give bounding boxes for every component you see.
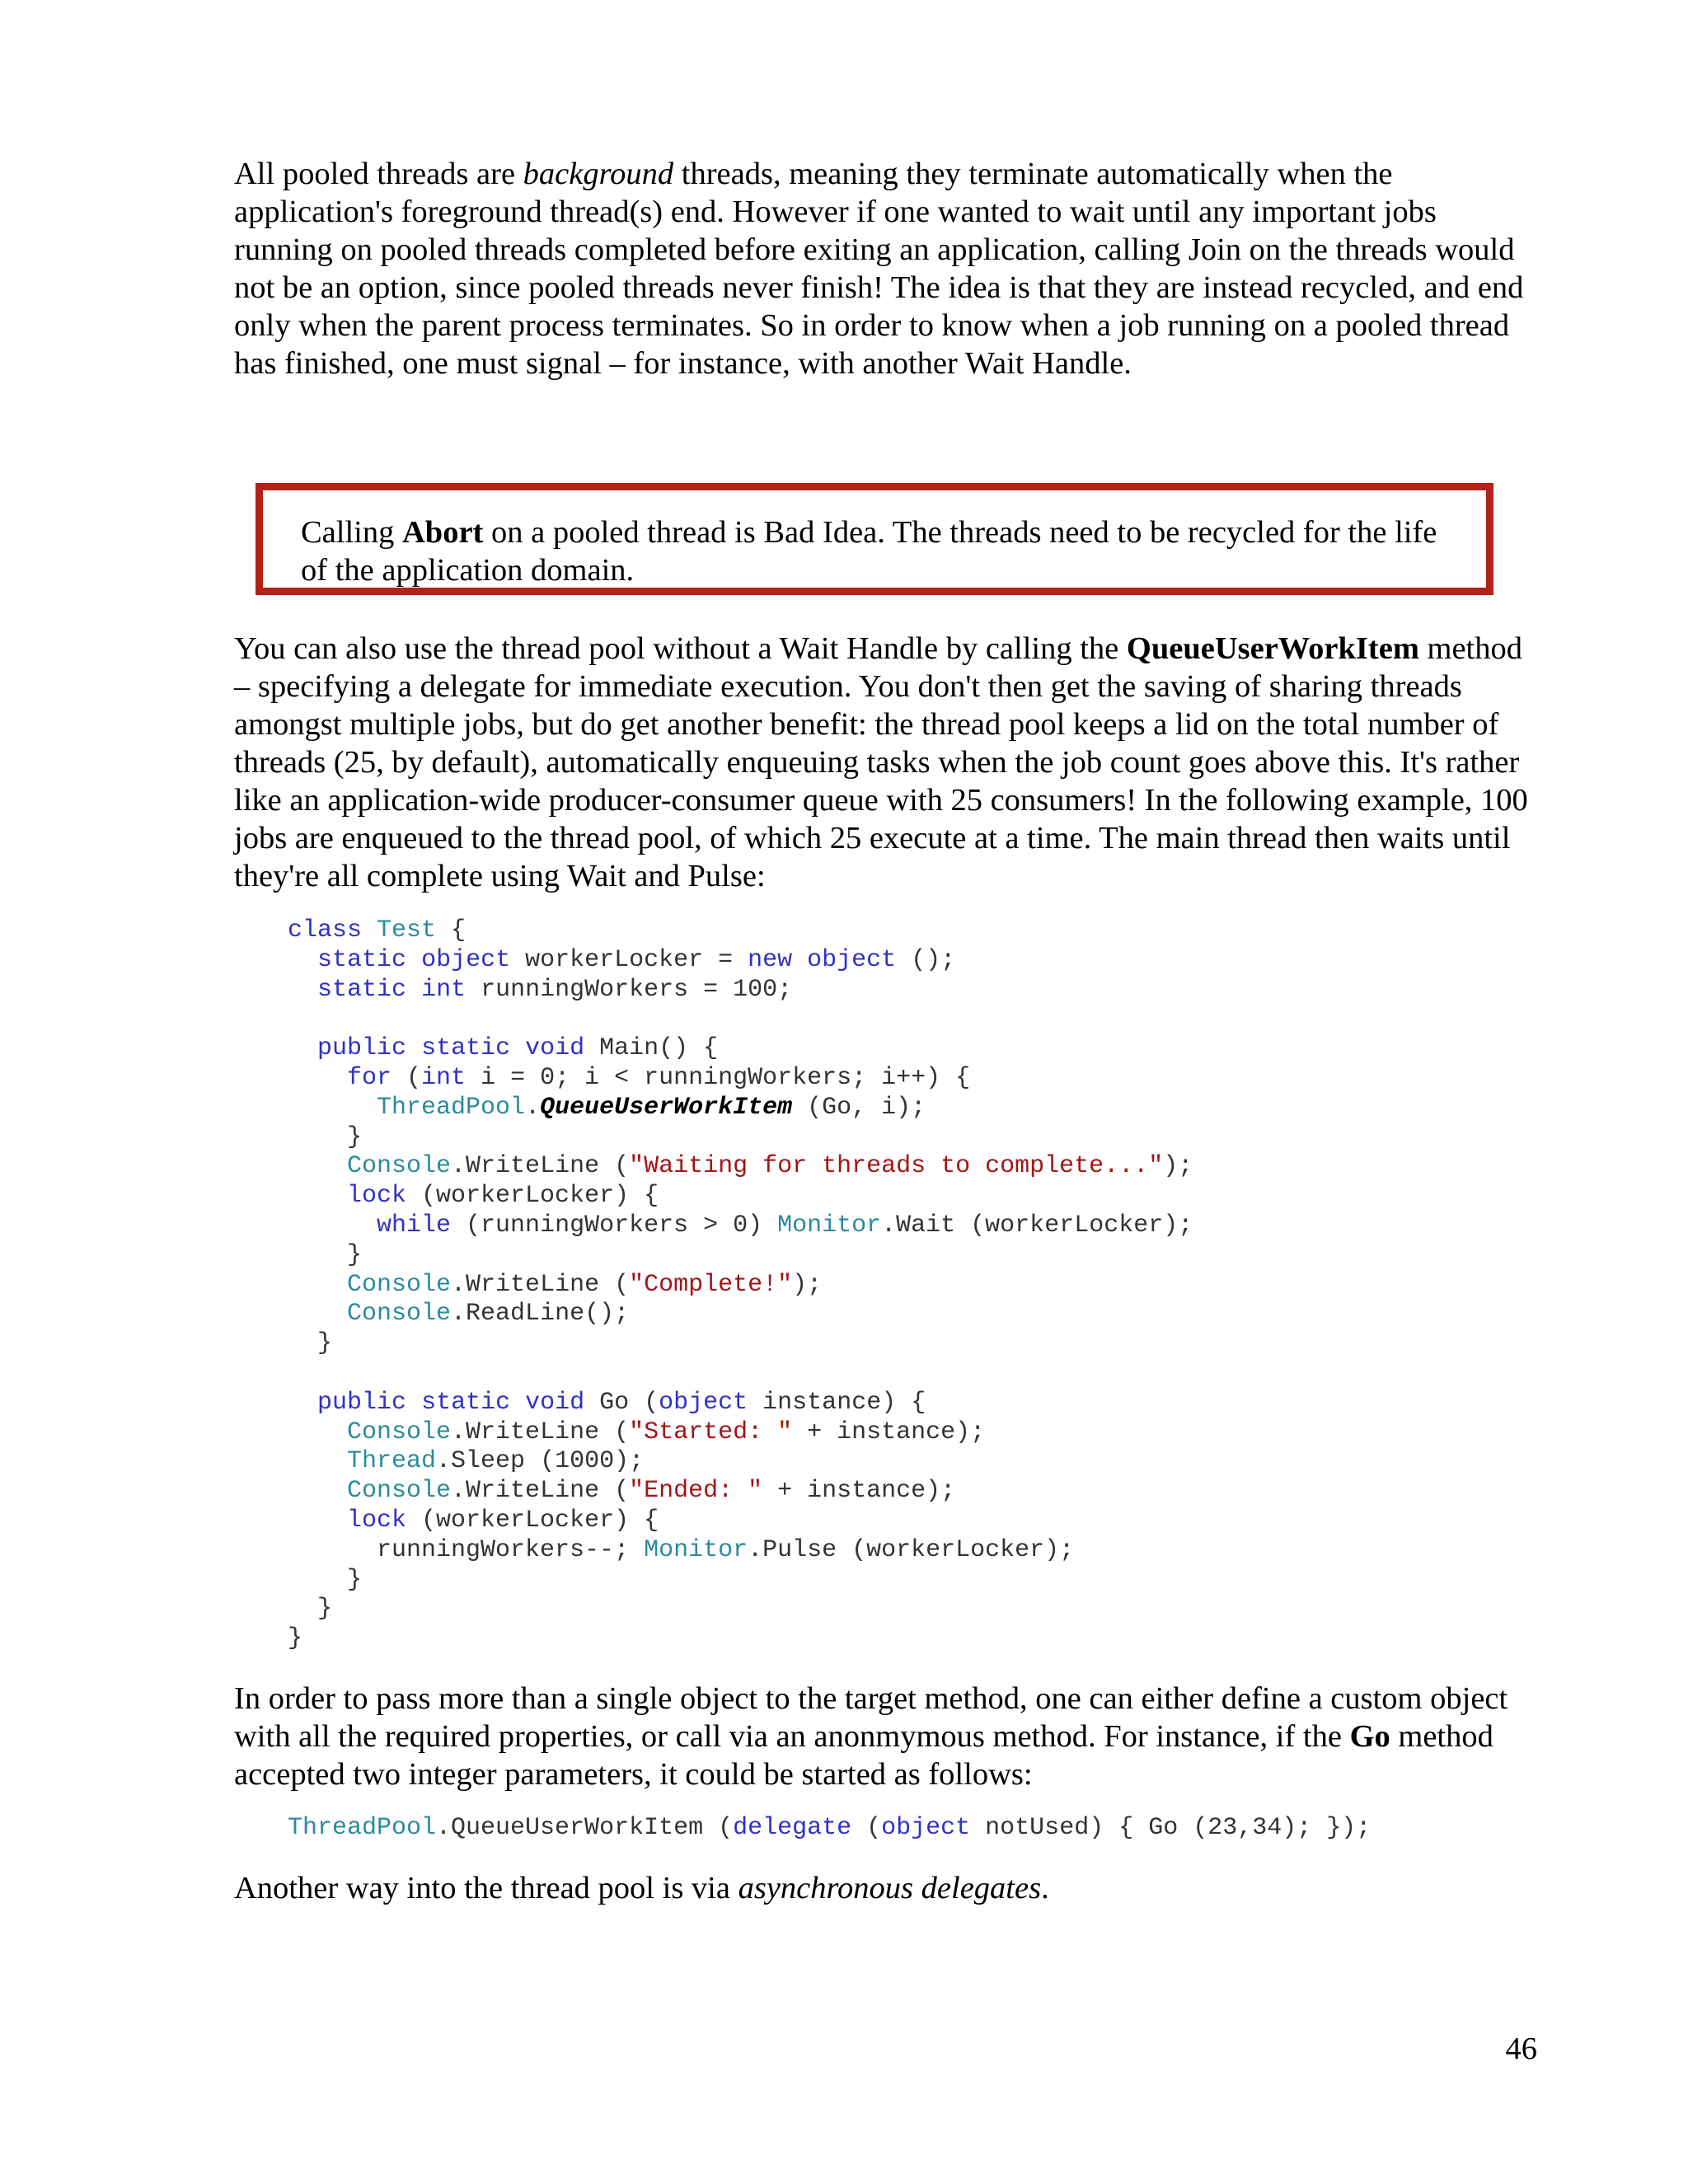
code-token: instance) {	[748, 1388, 926, 1417]
code-token: .	[525, 1093, 541, 1122]
code-token: Monitor	[644, 1535, 748, 1564]
code-token	[288, 976, 317, 1004]
code-token: Console	[347, 1300, 452, 1329]
code-token: Console	[347, 1270, 452, 1299]
code-token: (	[851, 1814, 882, 1842]
text: threads, meaning they terminate automatically when the application's foreground thread(s) end. However if one wanted to wait until any important jobs running on pooled threads completed before exiting an application, calling Join on the threads would not be an option, since pooled threads never finish! The idea is that they are instead recycled, and end only when the parent process terminates. So in order to know when a job running on a pooled thread has finished, one must signal – for instance, with another Wait Handle.	[234, 157, 1524, 381]
bold-term: Go	[1349, 1719, 1390, 1754]
code-token: Monitor	[777, 1211, 882, 1240]
warning-callout-box	[256, 483, 1493, 595]
code-line	[288, 1507, 659, 1535]
code-token	[288, 1034, 317, 1062]
code-line	[288, 1212, 1193, 1240]
code-token: );	[1163, 1152, 1193, 1181]
code-token: }	[288, 1624, 303, 1653]
code-token: ThreadPool	[288, 1814, 437, 1842]
code-token: while	[377, 1211, 452, 1240]
code-token	[792, 946, 807, 974]
code-token	[288, 946, 317, 974]
text: on a pooled thread is Bad Idea. The threads need to be recycled for the life of the application domain.	[301, 515, 1437, 588]
code-token: runningWorkers--;	[288, 1535, 645, 1564]
code-token: .QueueUserWorkItem (	[436, 1814, 734, 1842]
text: .	[1041, 1871, 1049, 1905]
code-line	[288, 1152, 1193, 1180]
bold-term: QueueUserWorkItem	[1126, 631, 1419, 666]
code-token: for	[347, 1063, 392, 1092]
code-token: void	[525, 1034, 585, 1063]
code-token: "Complete!"	[629, 1270, 793, 1299]
code-line	[288, 1182, 659, 1210]
code-line	[288, 1566, 362, 1594]
code-token: lock	[347, 1182, 407, 1211]
code-token	[288, 1477, 347, 1505]
code-line	[288, 1447, 644, 1475]
code-token: }	[288, 1122, 363, 1151]
code-token: static	[317, 945, 407, 974]
code-token: Console	[347, 1152, 452, 1181]
code-line	[288, 1389, 926, 1417]
code-token	[288, 1507, 347, 1535]
emphasis: asynchronous delegates	[738, 1871, 1042, 1905]
code-line	[288, 1241, 362, 1269]
code-token: }	[288, 1565, 363, 1594]
code-block-delegate-call	[288, 1814, 1371, 1844]
code-line	[288, 1814, 1371, 1842]
code-token: ThreadPool	[377, 1093, 526, 1122]
code-token: (	[392, 1063, 422, 1092]
code-token: workerLocker =	[510, 945, 748, 974]
text: method – specifying a delegate for immediate execution. You don't then get the saving of sharing threads amongst multiple jobs, but do get another benefit: the thread pool keeps a lid on the total number of threads (25, by default), automatically enqueuing tasks when the job count goes above this. It's rather like an application-wide producer-consumer queue with 25 consumers! In the following example, 100 jobs are enqueued to the thread pool, of which 25 execute at a time. The main thread then waits until they're all complete using Wait and Pulse:	[234, 631, 1528, 893]
code-token: QueueUserWorkItem	[540, 1093, 793, 1122]
code-line	[288, 1300, 629, 1328]
code-token: Console	[347, 1477, 452, 1506]
code-token: "Started: "	[629, 1418, 793, 1446]
page-number: 46	[1505, 2032, 1537, 2066]
code-line	[288, 1595, 332, 1623]
code-token: ();	[896, 945, 956, 974]
text: method accepted two integer parameters, it could be started as follows:	[234, 1719, 1493, 1792]
text: All pooled threads are	[234, 157, 523, 191]
code-line	[288, 1271, 822, 1299]
code-token: static	[421, 1034, 511, 1063]
emphasis: background	[523, 157, 674, 191]
code-token	[288, 1447, 347, 1475]
code-token: + instance);	[792, 1418, 986, 1446]
code-token	[362, 916, 377, 944]
code-line	[288, 916, 466, 944]
code-line	[288, 946, 955, 974]
code-token	[288, 1212, 377, 1240]
code-token: Main() {	[584, 1034, 719, 1063]
bold-term: Abort	[401, 515, 484, 550]
code-token: Thread	[347, 1447, 437, 1476]
code-token	[406, 1389, 421, 1417]
code-token: notUsed) { Go (23,34); });	[970, 1814, 1372, 1842]
code-token: );	[792, 1270, 823, 1299]
paragraph-queueuserworkitem	[234, 630, 1536, 895]
code-token: void	[525, 1388, 585, 1417]
code-token: static	[317, 975, 407, 1004]
code-token: (workerLocker) {	[406, 1182, 659, 1211]
code-token: .Pulse (workerLocker);	[748, 1535, 1075, 1564]
code-token: }	[288, 1595, 333, 1624]
code-token: "Ended: "	[629, 1477, 763, 1506]
code-line	[288, 1477, 955, 1505]
code-line	[288, 1418, 985, 1446]
code-token: Go (	[584, 1388, 659, 1417]
code-token: .WriteLine (	[451, 1477, 630, 1506]
code-token	[288, 1064, 347, 1092]
code-token: delegate	[733, 1814, 852, 1842]
code-token: object	[807, 945, 897, 974]
text: In order to pass more than a single object to the target method, one can either define a custom object with all the required properties, or call via an anonmymous method. For instance, if the	[234, 1681, 1508, 1754]
code-token: .Sleep (1000);	[436, 1447, 645, 1476]
code-token: (Go, i);	[792, 1093, 926, 1122]
code-token	[288, 1300, 347, 1328]
code-token: int	[421, 1063, 467, 1092]
code-token: object	[659, 1388, 748, 1417]
code-token	[288, 1182, 347, 1210]
code-token: object	[881, 1814, 971, 1842]
code-token	[510, 1389, 525, 1417]
code-token: (workerLocker) {	[406, 1506, 659, 1535]
code-token	[406, 946, 421, 974]
code-token: .WriteLine (	[451, 1270, 630, 1299]
code-token: + instance);	[762, 1477, 956, 1506]
code-token	[406, 976, 421, 1004]
code-token: new	[748, 945, 793, 974]
code-line	[288, 1034, 718, 1062]
code-token	[288, 1389, 317, 1417]
code-token: Test	[377, 916, 437, 944]
text: You can also use the thread pool without a Wait Handle by calling the	[234, 631, 1127, 666]
code-token: }	[288, 1329, 333, 1358]
code-token: Console	[347, 1418, 452, 1446]
code-token: .Wait (workerLocker);	[881, 1211, 1193, 1240]
text: Another way into the thread pool is via	[234, 1871, 738, 1905]
code-token	[510, 1034, 525, 1062]
code-line	[288, 1094, 926, 1122]
code-token	[288, 1271, 347, 1299]
paragraph-anonymous-method	[234, 1680, 1536, 1793]
code-token: public	[317, 1034, 407, 1063]
paragraph-background-threads	[234, 155, 1536, 382]
code-token: object	[421, 945, 511, 974]
callout-text	[301, 513, 1455, 589]
code-line	[288, 976, 792, 1004]
code-line	[288, 1536, 1074, 1564]
code-line	[288, 1064, 970, 1092]
code-block-test-class	[288, 916, 1193, 1654]
code-token: static	[421, 1388, 511, 1417]
code-token: int	[421, 975, 467, 1004]
code-line	[288, 1624, 302, 1652]
text: Calling	[301, 515, 402, 550]
code-token	[288, 1094, 377, 1122]
code-token: .ReadLine();	[451, 1300, 630, 1329]
code-token: }	[288, 1240, 363, 1269]
code-token: lock	[347, 1506, 407, 1535]
code-token: runningWorkers = 100;	[466, 975, 793, 1004]
code-token: .WriteLine (	[451, 1152, 630, 1181]
code-token: i = 0; i < runningWorkers; i++) {	[466, 1063, 971, 1092]
paragraph-async-delegates	[234, 1869, 1536, 1907]
code-line	[288, 1123, 362, 1151]
code-token: {	[436, 916, 467, 944]
code-token: public	[317, 1388, 407, 1417]
code-token: "Waiting for threads to complete..."	[629, 1152, 1164, 1181]
code-line	[288, 1329, 332, 1357]
code-token: class	[288, 916, 363, 944]
code-token: .WriteLine (	[451, 1418, 630, 1446]
code-token	[406, 1034, 421, 1062]
code-token	[288, 1152, 347, 1180]
code-token: (runningWorkers > 0)	[451, 1211, 778, 1240]
code-token	[288, 1418, 347, 1446]
